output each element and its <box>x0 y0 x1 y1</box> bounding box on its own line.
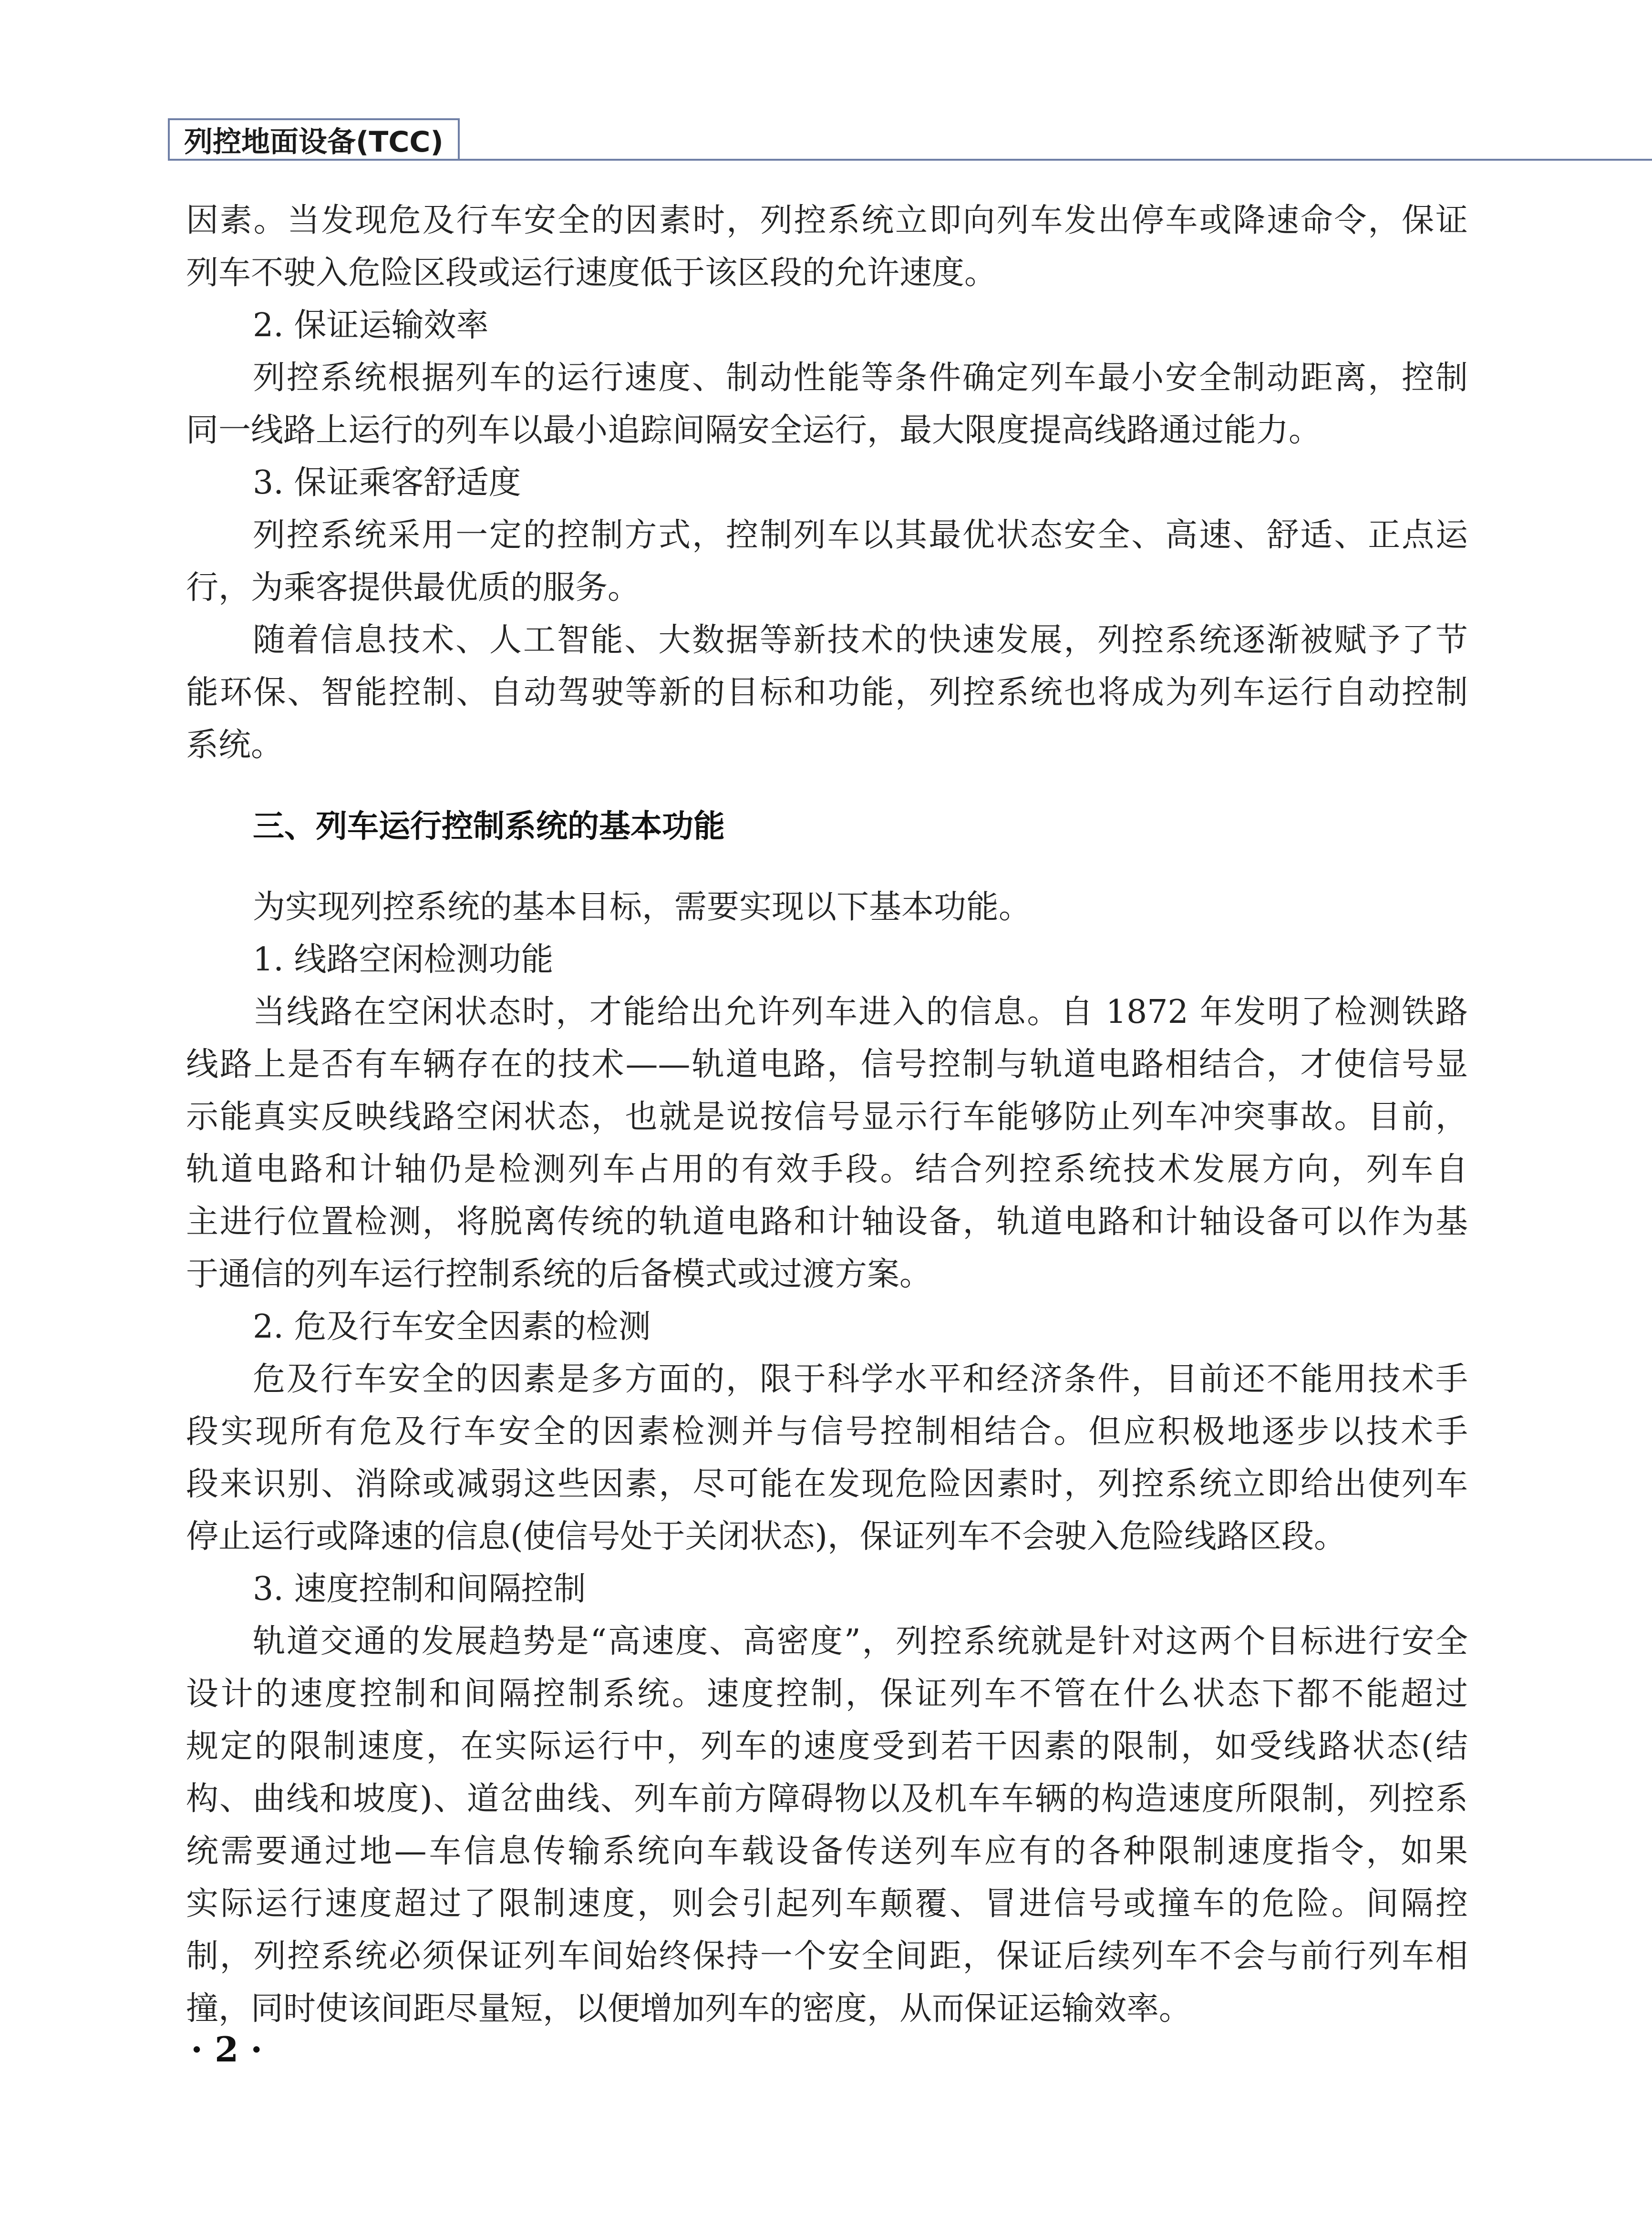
subheading-line: 1. 线路空闲检测功能 <box>253 941 554 979</box>
paragraph-line: 列控系统根据列车的运行速度、制动性能等条件确定列车最小安全制动距离，控制 <box>253 359 1468 397</box>
section-heading: 三、列车运行控制系统的基本功能 <box>253 808 725 845</box>
paragraph-line: 为实现列控系统的基本目标，需要实现以下基本功能。 <box>253 888 1032 926</box>
paragraph-line: 当线路在空闲状态时，才能给出允许列车进入的信息。自 1872 年发明了检测铁路 <box>253 993 1468 1031</box>
paragraph-line: 同一线路上运行的列车以最小追踪间隔安全运行，最大限度提高线路通过能力。 <box>186 412 1322 449</box>
paragraph-line: 停止运行或降速的信息(使信号处于关闭状态)，保证列车不会驶入危险线路区段。 <box>186 1518 1347 1556</box>
paragraph-line: 主进行位置检测，将脱离传统的轨道电路和计轴设备，轨道电路和计轴设备可以作为基 <box>186 1203 1468 1241</box>
paragraph-line: 轨道交通的发展趋势是“高速度、高密度”，列控系统就是针对这两个目标进行安全 <box>253 1623 1468 1660</box>
paragraph-line: 列控系统采用一定的控制方式，控制列车以其最优状态安全、高速、舒适、正点运 <box>253 516 1468 554</box>
paragraph-line: 行，为乘客提供最优质的服务。 <box>186 569 640 607</box>
subheading-line: 3. 保证乘客舒适度 <box>253 464 521 502</box>
running-header <box>168 118 460 159</box>
paragraph-line: 能环保、智能控制、自动驾驶等新的目标和功能，列控系统也将成为列车运行自动控制 <box>186 674 1468 711</box>
paragraph-line: 线路上是否有车辆存在的技术——轨道电路，信号控制与轨道电路相结合，才使信号显 <box>186 1046 1468 1083</box>
paragraph-line: 实际运行速度超过了限制速度，则会引起列车颠覆、冒进信号或撞车的危险。间隔控 <box>186 1885 1468 1923</box>
paragraph-line: 危及行车安全的因素是多方面的，限于科学水平和经济条件，目前还不能用技术手 <box>253 1360 1468 1398</box>
page-body <box>186 195 1468 2035</box>
paragraph-line: 撞，同时使该间距尽量短，以便增加列车的密度，从而保证运输效率。 <box>186 1990 1192 2028</box>
paragraph-line: 段实现所有危及行车安全的因素检测并与信号控制相结合。但应积极地逐步以技术手 <box>186 1413 1468 1451</box>
paragraph-line: 系统。 <box>186 726 284 764</box>
paragraph-line: 制，列控系统必须保证列车间始终保持一个安全间距，保证后续列车不会与前行列车相 <box>186 1937 1468 1975</box>
subheading-line: 3. 速度控制和间隔控制 <box>253 1570 586 1608</box>
subheading-line: 2. 保证运输效率 <box>253 307 489 344</box>
paragraph-line: 设计的速度控制和间隔控制系统。速度控制，保证列车不管在什么状态下都不能超过 <box>186 1675 1468 1713</box>
chapter-title: 列控地面设备(TCC) <box>184 125 444 159</box>
section-spacer <box>186 853 1468 881</box>
paragraph-line: 轨道电路和计轴仍是检测列车占用的有效手段。结合列控系统技术发展方向，列车自 <box>186 1151 1468 1188</box>
paragraph-line: 示能真实反映线路空闲状态，也就是说按信号显示行车能够防止列车冲突事故。目前， <box>186 1098 1468 1136</box>
paragraph-line: 因素。当发现危及行车安全的因素时，列控系统立即向列车发出停车或降速命令，保证 <box>186 202 1468 239</box>
paragraph-line: 规定的限制速度，在实际运行中，列车的速度受到若干因素的限制，如受线路状态(结 <box>186 1728 1468 1765</box>
paragraph-line: 列车不驶入危险区段或运行速度低于该区段的允许速度。 <box>186 254 997 292</box>
subheading-line: 2. 危及行车安全因素的检测 <box>253 1308 651 1346</box>
paragraph-line: 统需要通过地—车信息传输系统向车载设备传送列车应有的各种限制速度指令，如果 <box>186 1833 1468 1870</box>
section-spacer <box>186 772 1468 800</box>
paragraph-line: 构、曲线和坡度)、道岔曲线、列车前方障碍物以及机车车辆的构造速度所限制，列控系 <box>186 1780 1468 1818</box>
paragraph-line: 于通信的列车运行控制系统的后备模式或过渡方案。 <box>186 1256 932 1293</box>
paragraph-line: 段来识别、消除或减弱这些因素，尽可能在发现危险因素时，列控系统立即给出使列车 <box>186 1465 1468 1503</box>
paragraph-line: 随着信息技术、人工智能、大数据等新技术的快速发展，列控系统逐渐被赋予了节 <box>253 621 1468 659</box>
page-number: · 2 · <box>191 2029 263 2070</box>
